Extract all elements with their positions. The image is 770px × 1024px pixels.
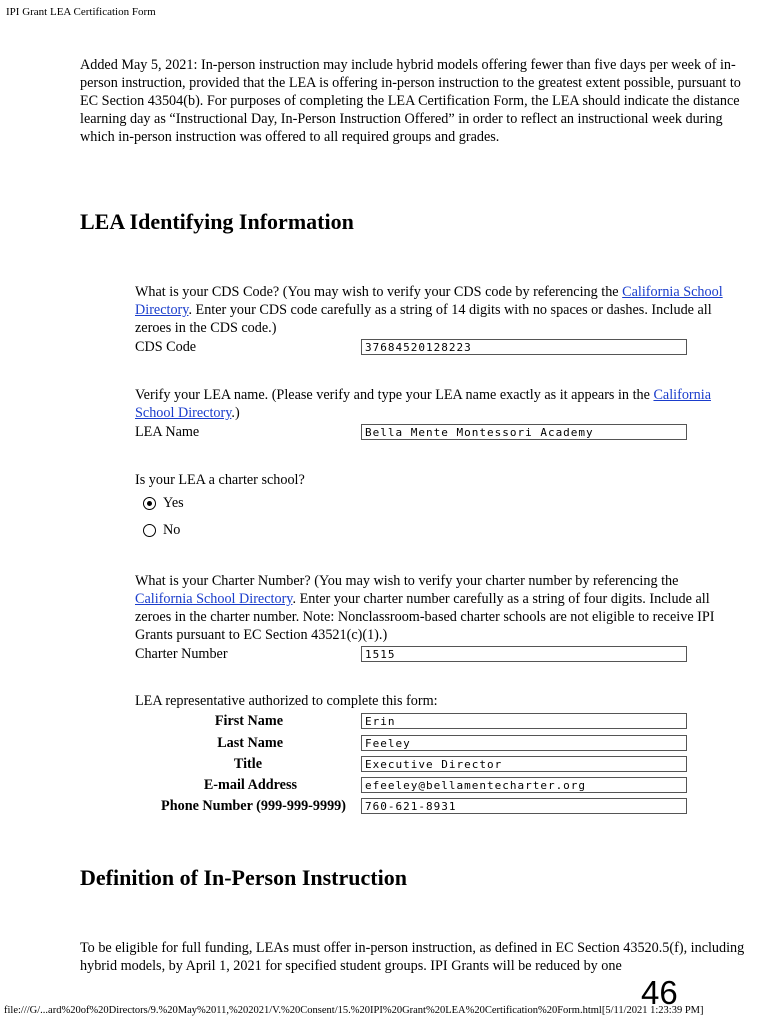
page-number: 46 [641,974,678,1011]
email-field[interactable]: efeeley@bellamentecharter.org [361,777,687,793]
representative-intro: LEA representative authorized to complete this form: [135,693,438,709]
radio-unselected-icon [143,524,156,537]
last-name-label: Last Name [217,735,283,751]
phone-field[interactable]: 760-621-8931 [361,798,687,814]
charter-yes-label: Yes [163,495,184,511]
last-name-field[interactable]: Feeley [361,735,687,751]
intro-paragraph: Added May 5, 2021: In-person instruction may include hybrid models offering fewer than five days per week of in-person instruction, provided that the LEA is offering in-person instruction to the greatest extent possible, pursuant to EC Section 43504(b). For purposes of completing the LEA Certification Form, the LEA should indicate the distance learning day as “Instructional Day, In-Person Instruction Offered” in order to reflect an instructional week during which in-person instruction was offered to all required groups and grades. [80,57,741,145]
page-header: IPI Grant LEA Certification Form [6,6,156,18]
charter-number-label: Charter Number [135,646,228,662]
charter-yes-radio[interactable] [143,495,184,512]
charter-no-radio[interactable] [143,522,180,539]
first-name-field[interactable]: Erin [361,713,687,729]
cds-label: CDS Code [135,339,197,355]
lea-name-label: LEA Name [135,424,200,440]
lea-name-field[interactable]: Bella Mente Montessori Academy [361,424,687,440]
title-label: Title [233,756,262,772]
cds-code-field[interactable]: 37684520128223 [361,339,687,355]
section-title-lea-identifying: LEA Identifying Information [80,209,354,234]
phone-label: Phone Number (999-999-9999) [161,798,346,814]
lea-name-question: Verify your LEA name. (Please verify and type your LEA name exactly as it appears in the California School Directory.) [135,387,711,421]
cds-directory-link[interactable]: California School Directory [135,284,723,318]
definition-paragraph: To be eligible for full funding, LEAs must offer in-person instruction, as defined in EC Section 43520.5(f), including hybrid models, by April 1, 2021 for specified student groups. IPI Grants will be reduced by one [80,940,745,974]
charter-directory-link[interactable]: California School Directory [135,591,293,607]
lea-directory-link[interactable]: California School Directory [135,387,711,421]
charter-question: Is your LEA a charter school? [135,472,305,488]
page-footer-url: file:///G/...ard%20of%20Directors/9.%20May%2011,%202021/V.%20Consent/15.%20IPI%20Grant%20LEA%20Certification%20Form.html[5/11/2021 1:23:39 PM] [4,1005,704,1016]
first-name-label: First Name [214,713,283,729]
cds-question: What is your CDS Code? (You may wish to verify your CDS code by referencing the California School Directory. Enter your CDS code carefully as a string of 14 digits with no spaces or dashes. Include all zeroes in the CDS code.) [135,284,723,336]
radio-selected-icon [143,497,156,510]
title-field[interactable]: Executive Director [361,756,687,772]
charter-number-field[interactable]: 1515 [361,646,687,662]
charter-number-question: What is your Charter Number? (You may wish to verify your charter number by referencing the California School Directory. Enter your charter number carefully as a string of four digits. Include all zeroes in the charter number. Note: Nonclassroom-based charter schools are not eligible to receive IPI Grants pursuant to EC Section 43521(c)(1).) [135,573,715,643]
charter-no-label: No [163,522,181,538]
email-label: E-mail Address [203,777,297,793]
section-title-definition: Definition of In-Person Instruction [80,865,407,890]
